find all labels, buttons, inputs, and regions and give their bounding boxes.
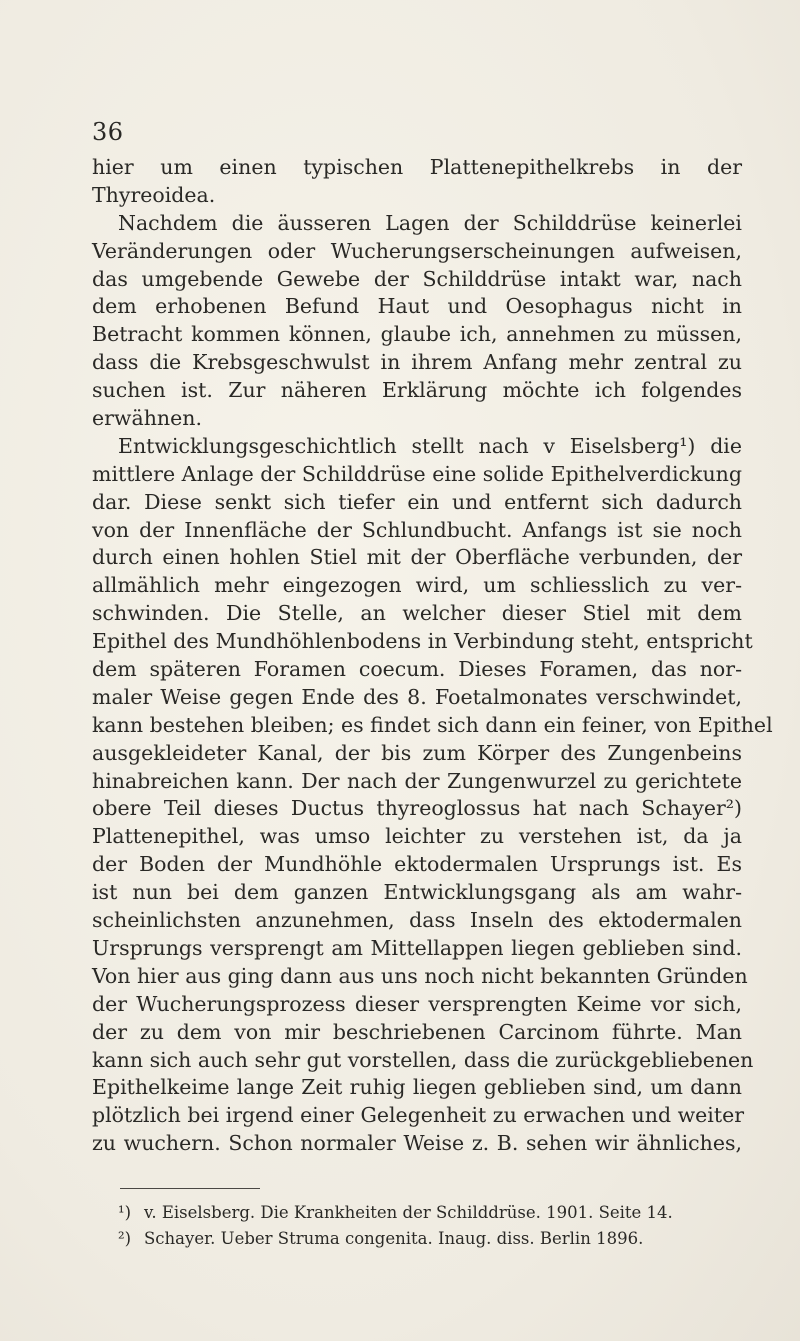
text-line: allmählich mehr eingezogen wird, um schliesslich zu ver- <box>92 573 742 598</box>
text-line: zu wuchern. Schon normaler Weise z. B. sehen wir ähnliches, <box>92 1131 742 1156</box>
text-line: ausgekleideter Kanal, der bis zum Körper des Zungenbeins <box>92 740 742 765</box>
text-line: Von hier aus ging dann aus uns noch nicht bekannten Gründen <box>92 963 748 988</box>
footnote-marker: ¹) <box>118 1203 132 1222</box>
text-line: Entwicklungsgeschichtlich stellt nach v Eiselsberg¹) die <box>118 433 742 458</box>
text-line: Plattenepithel, was umso leichter zu verstehen ist, da ja <box>92 824 742 849</box>
footnote-text: v. Eiselsberg. Die Krankheiten der Schilddrüse. 1901. Seite 14. <box>144 1203 673 1222</box>
text-line: erwähnen. <box>92 406 202 431</box>
text-line: kann bestehen bleiben; es findet sich dann ein feiner, von Epithel <box>92 712 773 737</box>
text-line: obere Teil dieses Ductus thyreoglossus hat nach Schayer²) <box>92 796 742 821</box>
footnote-marker: ²) <box>118 1229 132 1248</box>
text-line: ist nun bei dem ganzen Entwicklungsgang als am wahr- <box>92 880 742 905</box>
text-line: hier um einen typischen Plattenepithelkrebs in der <box>92 155 742 179</box>
text-line: Epithel des Mundhöhlenbodens in Verbindung steht, entspricht <box>92 629 753 654</box>
text-line: dem späteren Foramen coecum. Dieses Foramen, das nor- <box>92 657 742 682</box>
body-text <box>92 154 773 1158</box>
text-line: von der Innenfläche der Schlundbucht. Anfangs ist sie noch <box>92 517 742 542</box>
text-line: das umgebende Gewebe der Schilddrüse intakt war, nach <box>92 266 742 291</box>
text-line: mittlere Anlage der Schilddrüse eine solide Epithelverdickung <box>92 461 742 486</box>
text-line: der Boden der Mundhöhle ektodermalen Ursprungs ist. Es <box>92 852 742 877</box>
footnote <box>118 1200 758 1226</box>
text-line: Betracht kommen können, glaube ich, annehmen zu müssen, <box>92 322 742 347</box>
text-line: Ursprungs versprengt am Mittellappen liegen geblieben sind. <box>92 935 742 960</box>
text-line: Thyreoidea. <box>92 182 216 207</box>
text-line: Nachdem die äusseren Lagen der Schilddrüse keinerlei <box>118 210 742 235</box>
text-line: schwinden. Die Stelle, an welcher dieser Stiel mit dem <box>92 601 742 626</box>
text-line: suchen ist. Zur näheren Erklärung möchte ich folgendes <box>92 378 742 403</box>
text-line: kann sich auch sehr gut vorstellen, dass die zurückgebliebenen <box>92 1047 754 1072</box>
text-line: der zu dem von mir beschriebenen Carcinom führte. Man <box>92 1019 742 1044</box>
page-number: 36 <box>92 118 124 146</box>
text-line: Epithelkeime lange Zeit ruhig liegen geblieben sind, um dann <box>92 1075 742 1100</box>
footnote <box>118 1226 758 1252</box>
footnote-text: Schayer. Ueber Struma congenita. Inaug. diss. Berlin 1896. <box>144 1229 644 1248</box>
text-line: maler Weise gegen Ende des 8. Foetalmonates verschwindet, <box>92 684 742 709</box>
text-line: Veränderungen oder Wucherungserscheinungen aufweisen, <box>92 238 742 263</box>
text-line: plötzlich bei irgend einer Gelegenheit zu erwachen und weiter <box>92 1103 744 1128</box>
text-line: dass die Krebsgeschwulst in ihrem Anfang mehr zentral zu <box>92 350 742 375</box>
text-line: der Wucherungsprozess dieser versprengten Keime vor sich, <box>92 991 742 1016</box>
text-line: dem erhobenen Befund Haut und Oesophagus nicht in <box>92 294 742 319</box>
text-line: durch einen hohlen Stiel mit der Oberfläche verbunden, der <box>92 545 742 570</box>
text-line: scheinlichsten anzunehmen, dass Inseln des ektodermalen <box>92 908 742 933</box>
footnotes <box>118 1200 758 1252</box>
text-line: dar. Diese senkt sich tiefer ein und entfernt sich dadurch <box>92 489 742 514</box>
footnote-divider <box>120 1188 260 1189</box>
text-line: hinabreichen kann. Der nach der Zungenwurzel zu gerichtete <box>92 768 742 793</box>
